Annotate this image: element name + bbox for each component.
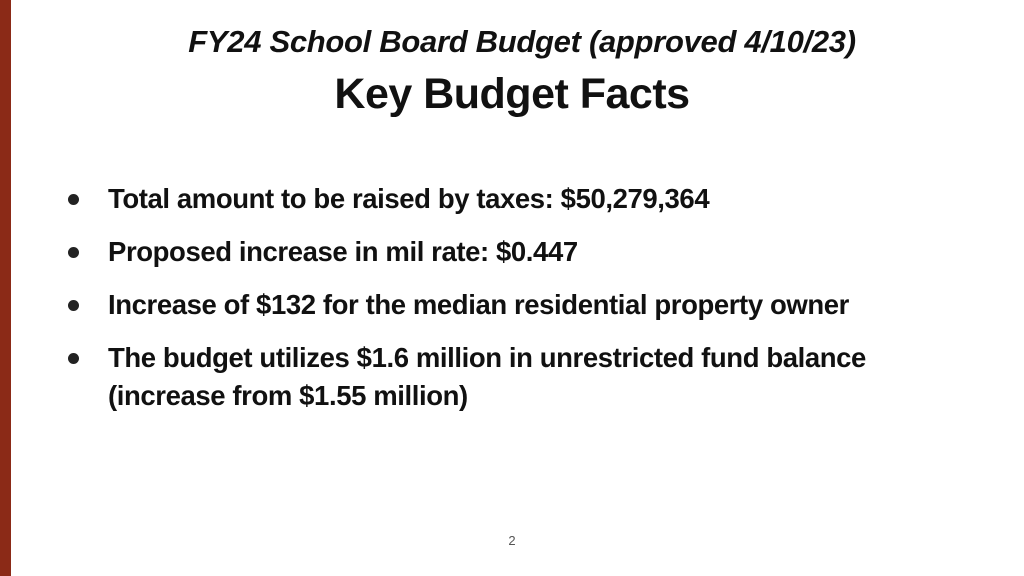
bullet-text: Total amount to be raised by taxes: $50,279,364 — [108, 183, 710, 214]
list-item-mil-rate — [66, 233, 996, 271]
key-facts-list — [66, 180, 996, 430]
page-number: 2 — [508, 533, 516, 548]
list-item-median-increase — [66, 286, 996, 324]
bullet-text-line-2: (increase from $1.55 million) — [108, 380, 468, 411]
slide-title: Key Budget Facts — [334, 70, 690, 118]
bullet-text: Proposed increase in mil rate: $0.447 — [108, 236, 578, 267]
bullet-text: Increase of $132 for the median residential property owner — [108, 289, 849, 320]
bullet-dot-icon — [68, 194, 79, 205]
bullet-text-line-1: The budget utilizes $1.6 million in unrestricted fund balance — [108, 342, 866, 373]
bullet-dot-icon — [68, 353, 79, 364]
slide-subtitle: FY24 School Board Budget (approved 4/10/23) — [188, 24, 856, 59]
list-item-fund-balance — [66, 339, 996, 415]
list-item-tax-total — [66, 180, 996, 218]
bullet-dot-icon — [68, 247, 79, 258]
bullet-dot-icon — [68, 300, 79, 311]
